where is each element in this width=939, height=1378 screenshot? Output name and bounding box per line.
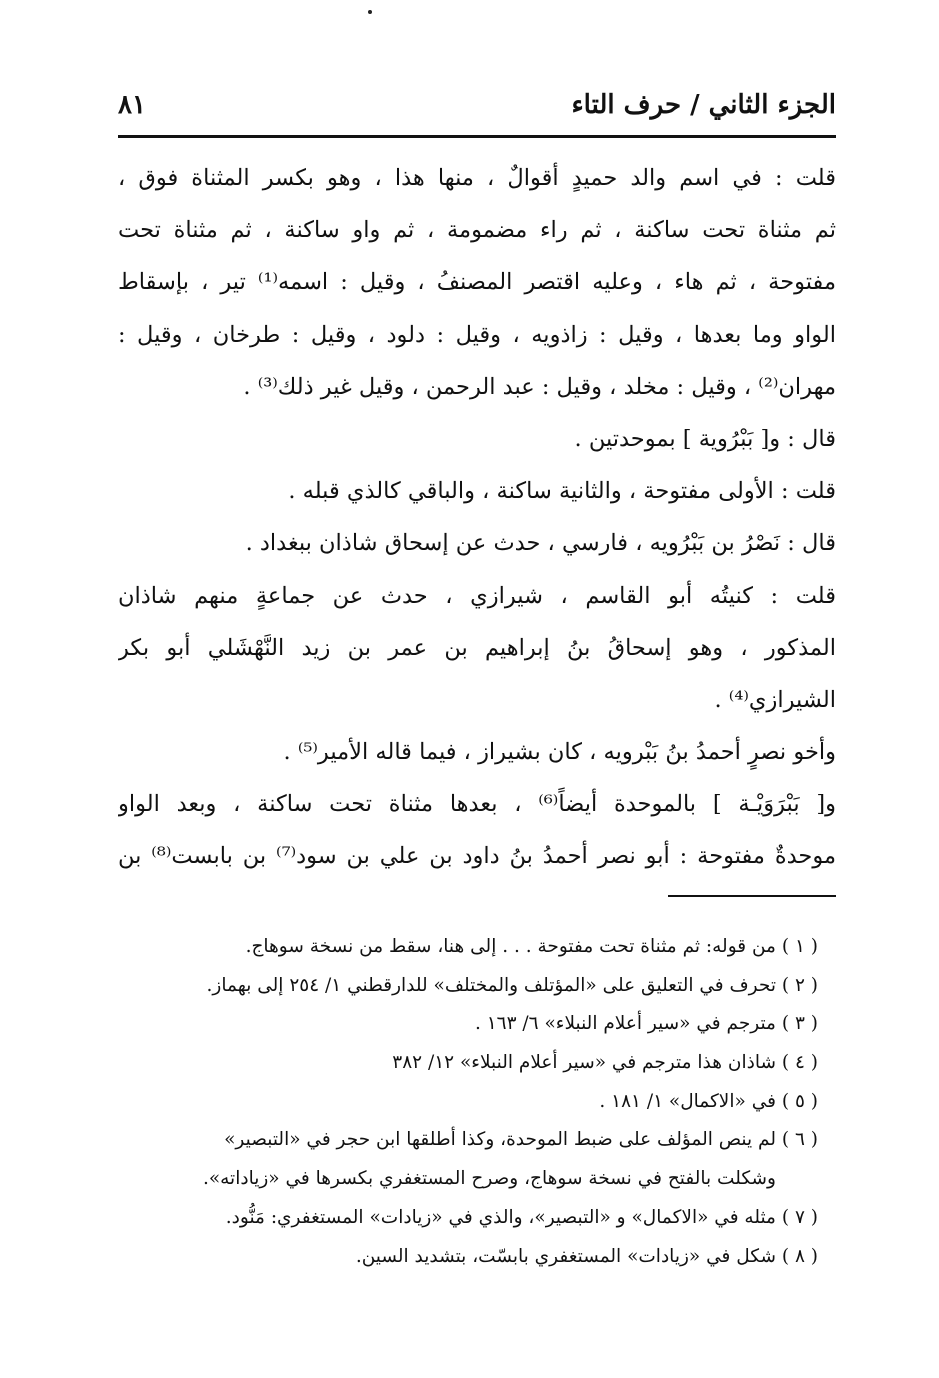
footnote: ( ١ ) من قوله: ثم مثناة تحت مفتوحة . . . إلى هنا، سقط من نسخة سوهاج. bbox=[245, 936, 818, 957]
footnote-continuation: وشكلت بالفتح في نسخة سوهاج، وصرح المستغفري بكسرها في «زياداته». bbox=[202, 1168, 776, 1190]
footnote: ( ٣ ) مترجم في «سير أعلام النبلاء» ٦/ ١٦٣ . bbox=[474, 1013, 818, 1035]
body-line: قال : و[ بَبْرُوية ] بموحدتين . bbox=[574, 425, 836, 452]
body-line: ثم مثناة تحت ساكنة ، ثم راء مضمومة ، ثم واو ساكنة ، ثم مثناة تحت bbox=[118, 217, 836, 244]
body-line: الشيرازي⁽⁴⁾ . bbox=[714, 686, 836, 713]
page-number: ٨١ bbox=[118, 90, 146, 120]
main-text bbox=[118, 152, 836, 883]
footnote: ( ٥ ) في «الاكمال» ١/ ١٨١ . bbox=[599, 1090, 818, 1112]
body-line: الواو وما بعدها ، وقيل : زاذويه ، وقيل : دلود ، وقيل : طرخان ، وقيل : bbox=[118, 321, 836, 348]
footnote: ( ٤ ) شاذان هذا مترجم في «سير أعلام النبلاء» ١٢/ ٣٨٢ bbox=[392, 1052, 818, 1074]
scan-dot bbox=[368, 10, 372, 14]
body-line: مهران⁽²⁾ ، وقيل : مخلد ، وقيل : عبد الرحمن ، وقيل غير ذلك⁽³⁾ . bbox=[243, 373, 836, 400]
footnote-separator bbox=[668, 895, 836, 897]
body-line: قلت : الأولى مفتوحة ، والثانية ساكنة ، والباقي كالذي قبله . bbox=[288, 478, 836, 505]
footnote: ( ٢ ) تحرف في التعليق على «المؤتلف والمختلف» للدارقطني ١/ ٢٥٤ إلى بهماز. bbox=[206, 974, 818, 996]
body-line: قلت : في اسم والد حميدٍ أقوالٌ ، منها هذا ، وهو بكسر المثناة فوق ، bbox=[118, 165, 836, 191]
body-line: و[ بَبْرَوَيْـة ] بالموحدة أيضاً⁽⁶⁾ ، بعدها مثناة تحت ساكنة ، وبعد الواو bbox=[118, 791, 836, 818]
footnotes bbox=[118, 928, 818, 1276]
header-rule bbox=[118, 135, 836, 138]
body-line: وأخو نصرٍ أحمدُ بنُ بَبْرويه ، كان بشيراز ، فيما قاله الأمير⁽⁵⁾ . bbox=[283, 739, 836, 766]
footnote: ( ٨ ) شكل في «زيادات» المستغفري بابسّت، بتشديد السين. bbox=[355, 1245, 818, 1267]
body-line: قال : نَصْرُ بن بَبْرُويه ، فارسي ، حدث عن إسحاق شاذان ببغداد . bbox=[245, 530, 836, 557]
footnote: ( ٧ ) مثله في «الاكمال» و «التبصير»، والذي في «زيادات» المستغفري: مَنُّود. bbox=[225, 1206, 818, 1228]
body-line: قلت : كنيتُه أبو القاسم ، شيرازي ، حدث عن جماعةٍ منهم شاذان bbox=[118, 582, 836, 609]
body-line: مفتوحة ، ثم هاء ، وعليه اقتصر المصنفُ ، وقيل : اسمه⁽¹⁾ تير ، بإسقاط bbox=[118, 269, 836, 296]
body-line: موحدةٌ مفتوحة : أبو نصر أحمدُ بنُ داود بن علي بن سود⁽⁷⁾ بن بابست⁽⁸⁾ بن bbox=[118, 843, 836, 870]
running-header bbox=[118, 88, 836, 128]
footnote: ( ٦ ) لم ينص المؤلف على ضبط الموحدة، وكذا أطلقها ابن حجر في «التبصير» bbox=[224, 1129, 818, 1151]
header-title: الجزء الثاني / حرف التاء bbox=[571, 90, 836, 120]
body-line: المذكور ، وهو إسحاقُ بنُ إبراهيم بن عمر بن زيد النَّهْشَلي أبو بكر bbox=[118, 634, 836, 661]
